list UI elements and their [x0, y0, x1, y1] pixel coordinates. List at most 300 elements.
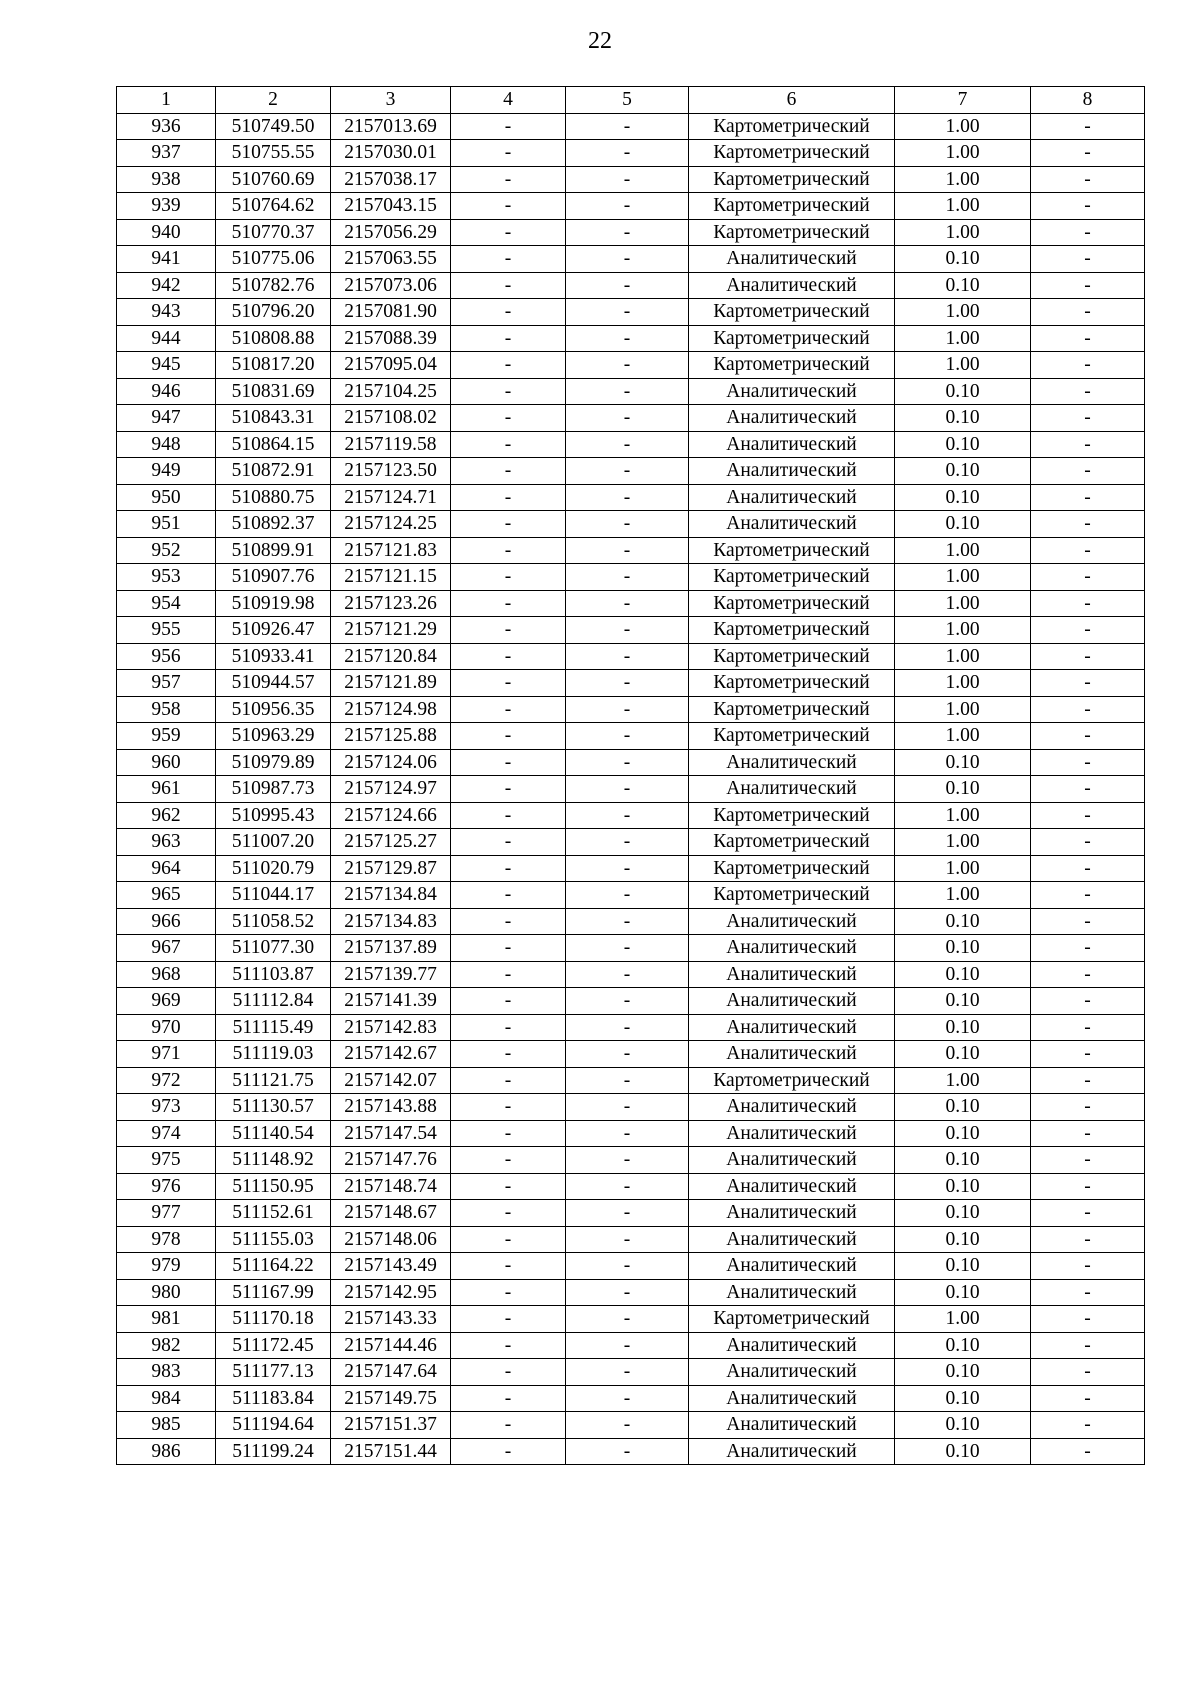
- point-number-cell: 938: [117, 166, 216, 193]
- accuracy-cell: 1.00: [895, 855, 1031, 882]
- x-coordinate-cell: 511130.57: [216, 1094, 331, 1121]
- col4-cell: -: [451, 166, 566, 193]
- y-coordinate-cell: 2157030.01: [331, 140, 451, 167]
- col8-cell: -: [1031, 458, 1145, 485]
- x-coordinate-cell: 511140.54: [216, 1120, 331, 1147]
- accuracy-cell: 1.00: [895, 617, 1031, 644]
- x-coordinate-cell: 511112.84: [216, 988, 331, 1015]
- method-cell: Картометрический: [689, 802, 895, 829]
- col5-cell: -: [566, 378, 689, 405]
- col5-cell: -: [566, 1438, 689, 1465]
- table-row: [117, 1041, 1145, 1068]
- point-number-cell: 973: [117, 1094, 216, 1121]
- col5-cell: -: [566, 431, 689, 458]
- page-number: 22: [588, 28, 612, 54]
- col5-cell: -: [566, 1120, 689, 1147]
- accuracy-cell: 0.10: [895, 484, 1031, 511]
- point-number-cell: 968: [117, 961, 216, 988]
- col8-cell: -: [1031, 723, 1145, 750]
- table-row: [117, 1120, 1145, 1147]
- col5-cell: -: [566, 193, 689, 220]
- table-row: [117, 696, 1145, 723]
- method-cell: Аналитический: [689, 1094, 895, 1121]
- point-number-cell: 975: [117, 1147, 216, 1174]
- method-cell: Аналитический: [689, 988, 895, 1015]
- column-header: 8: [1031, 87, 1145, 114]
- col5-cell: -: [566, 961, 689, 988]
- method-cell: Картометрический: [689, 590, 895, 617]
- x-coordinate-cell: 511119.03: [216, 1041, 331, 1068]
- point-number-cell: 986: [117, 1438, 216, 1465]
- point-number-cell: 978: [117, 1226, 216, 1253]
- table-row: [117, 431, 1145, 458]
- col4-cell: -: [451, 246, 566, 273]
- method-cell: Картометрический: [689, 219, 895, 246]
- y-coordinate-cell: 2157081.90: [331, 299, 451, 326]
- method-cell: Картометрический: [689, 855, 895, 882]
- method-cell: Картометрический: [689, 617, 895, 644]
- col8-cell: -: [1031, 1147, 1145, 1174]
- col5-cell: -: [566, 166, 689, 193]
- accuracy-cell: 0.10: [895, 1332, 1031, 1359]
- x-coordinate-cell: 510782.76: [216, 272, 331, 299]
- x-coordinate-cell: 511020.79: [216, 855, 331, 882]
- accuracy-cell: 0.10: [895, 405, 1031, 432]
- method-cell: Картометрический: [689, 723, 895, 750]
- col4-cell: -: [451, 1200, 566, 1227]
- point-number-cell: 982: [117, 1332, 216, 1359]
- col5-cell: -: [566, 696, 689, 723]
- table-row: [117, 882, 1145, 909]
- col4-cell: -: [451, 140, 566, 167]
- col8-cell: -: [1031, 908, 1145, 935]
- accuracy-cell: 0.10: [895, 1094, 1031, 1121]
- y-coordinate-cell: 2157147.54: [331, 1120, 451, 1147]
- col8-cell: -: [1031, 511, 1145, 538]
- point-number-cell: 964: [117, 855, 216, 882]
- method-cell: Картометрический: [689, 113, 895, 140]
- method-cell: Картометрический: [689, 140, 895, 167]
- point-number-cell: 959: [117, 723, 216, 750]
- x-coordinate-cell: 511044.17: [216, 882, 331, 909]
- col4-cell: -: [451, 643, 566, 670]
- method-cell: Аналитический: [689, 1014, 895, 1041]
- method-cell: Аналитический: [689, 1385, 895, 1412]
- col8-cell: -: [1031, 590, 1145, 617]
- y-coordinate-cell: 2157013.69: [331, 113, 451, 140]
- method-cell: Аналитический: [689, 1438, 895, 1465]
- point-number-cell: 949: [117, 458, 216, 485]
- col5-cell: -: [566, 882, 689, 909]
- col8-cell: -: [1031, 1279, 1145, 1306]
- table-row: [117, 908, 1145, 935]
- col5-cell: -: [566, 1067, 689, 1094]
- col4-cell: -: [451, 1412, 566, 1439]
- y-coordinate-cell: 2157123.26: [331, 590, 451, 617]
- table-row: [117, 1253, 1145, 1280]
- col5-cell: -: [566, 219, 689, 246]
- col5-cell: -: [566, 802, 689, 829]
- point-number-cell: 940: [117, 219, 216, 246]
- col8-cell: -: [1031, 1173, 1145, 1200]
- col4-cell: -: [451, 1147, 566, 1174]
- table-row: [117, 961, 1145, 988]
- col4-cell: -: [451, 405, 566, 432]
- table-row: [117, 1306, 1145, 1333]
- col4-cell: -: [451, 537, 566, 564]
- col4-cell: -: [451, 802, 566, 829]
- col5-cell: -: [566, 1412, 689, 1439]
- table-row: [117, 723, 1145, 750]
- col8-cell: -: [1031, 272, 1145, 299]
- col5-cell: -: [566, 1332, 689, 1359]
- col5-cell: -: [566, 1306, 689, 1333]
- table-row: [117, 1438, 1145, 1465]
- y-coordinate-cell: 2157121.83: [331, 537, 451, 564]
- accuracy-cell: 1.00: [895, 564, 1031, 591]
- col8-cell: -: [1031, 352, 1145, 379]
- col5-cell: -: [566, 1041, 689, 1068]
- col5-cell: -: [566, 1014, 689, 1041]
- col4-cell: -: [451, 1226, 566, 1253]
- col5-cell: -: [566, 855, 689, 882]
- col4-cell: -: [451, 1438, 566, 1465]
- col8-cell: -: [1031, 299, 1145, 326]
- col5-cell: -: [566, 113, 689, 140]
- col8-cell: -: [1031, 749, 1145, 776]
- col4-cell: -: [451, 590, 566, 617]
- col8-cell: -: [1031, 1385, 1145, 1412]
- point-number-cell: 953: [117, 564, 216, 591]
- method-cell: Аналитический: [689, 1200, 895, 1227]
- point-number-cell: 976: [117, 1173, 216, 1200]
- point-number-cell: 936: [117, 113, 216, 140]
- col8-cell: -: [1031, 643, 1145, 670]
- point-number-cell: 955: [117, 617, 216, 644]
- col5-cell: -: [566, 1226, 689, 1253]
- point-number-cell: 977: [117, 1200, 216, 1227]
- method-cell: Аналитический: [689, 1173, 895, 1200]
- coordinates-table: [116, 86, 1145, 1465]
- col4-cell: -: [451, 299, 566, 326]
- x-coordinate-cell: 510831.69: [216, 378, 331, 405]
- col4-cell: -: [451, 723, 566, 750]
- accuracy-cell: 1.00: [895, 882, 1031, 909]
- method-cell: Аналитический: [689, 246, 895, 273]
- col5-cell: -: [566, 1200, 689, 1227]
- y-coordinate-cell: 2157120.84: [331, 643, 451, 670]
- point-number-cell: 960: [117, 749, 216, 776]
- col5-cell: -: [566, 1147, 689, 1174]
- point-number-cell: 951: [117, 511, 216, 538]
- x-coordinate-cell: 510987.73: [216, 776, 331, 803]
- method-cell: Аналитический: [689, 776, 895, 803]
- column-header: 4: [451, 87, 566, 114]
- col4-cell: -: [451, 1306, 566, 1333]
- method-cell: Картометрический: [689, 882, 895, 909]
- method-cell: Аналитический: [689, 1412, 895, 1439]
- table-row: [117, 802, 1145, 829]
- accuracy-cell: 0.10: [895, 1438, 1031, 1465]
- table-row: [117, 749, 1145, 776]
- method-cell: Аналитический: [689, 1147, 895, 1174]
- y-coordinate-cell: 2157142.83: [331, 1014, 451, 1041]
- col5-cell: -: [566, 1173, 689, 1200]
- y-coordinate-cell: 2157108.02: [331, 405, 451, 432]
- x-coordinate-cell: 511177.13: [216, 1359, 331, 1386]
- table-row: [117, 1279, 1145, 1306]
- x-coordinate-cell: 510760.69: [216, 166, 331, 193]
- col5-cell: -: [566, 908, 689, 935]
- accuracy-cell: 1.00: [895, 325, 1031, 352]
- point-number-cell: 981: [117, 1306, 216, 1333]
- col8-cell: -: [1031, 882, 1145, 909]
- point-number-cell: 944: [117, 325, 216, 352]
- method-cell: Картометрический: [689, 670, 895, 697]
- x-coordinate-cell: 510979.89: [216, 749, 331, 776]
- table-row: [117, 458, 1145, 485]
- col5-cell: -: [566, 1279, 689, 1306]
- accuracy-cell: 0.10: [895, 749, 1031, 776]
- table-row: [117, 776, 1145, 803]
- y-coordinate-cell: 2157124.25: [331, 511, 451, 538]
- accuracy-cell: 1.00: [895, 723, 1031, 750]
- x-coordinate-cell: 511115.49: [216, 1014, 331, 1041]
- table-row: [117, 378, 1145, 405]
- col4-cell: -: [451, 749, 566, 776]
- accuracy-cell: 0.10: [895, 1041, 1031, 1068]
- table-row: [117, 1332, 1145, 1359]
- col8-cell: -: [1031, 988, 1145, 1015]
- method-cell: Картометрический: [689, 299, 895, 326]
- col5-cell: -: [566, 1385, 689, 1412]
- point-number-cell: 950: [117, 484, 216, 511]
- point-number-cell: 956: [117, 643, 216, 670]
- col8-cell: -: [1031, 378, 1145, 405]
- point-number-cell: 984: [117, 1385, 216, 1412]
- col4-cell: -: [451, 1120, 566, 1147]
- y-coordinate-cell: 2157142.67: [331, 1041, 451, 1068]
- point-number-cell: 954: [117, 590, 216, 617]
- point-number-cell: 963: [117, 829, 216, 856]
- x-coordinate-cell: 510755.55: [216, 140, 331, 167]
- table-row: [117, 617, 1145, 644]
- table-row: [117, 352, 1145, 379]
- accuracy-cell: 1.00: [895, 193, 1031, 220]
- point-number-cell: 979: [117, 1253, 216, 1280]
- col8-cell: -: [1031, 617, 1145, 644]
- point-number-cell: 941: [117, 246, 216, 273]
- x-coordinate-cell: 510926.47: [216, 617, 331, 644]
- col5-cell: -: [566, 935, 689, 962]
- col4-cell: -: [451, 511, 566, 538]
- accuracy-cell: 0.10: [895, 378, 1031, 405]
- col4-cell: -: [451, 1014, 566, 1041]
- accuracy-cell: 0.10: [895, 431, 1031, 458]
- col5-cell: -: [566, 325, 689, 352]
- col8-cell: -: [1031, 1306, 1145, 1333]
- table-row: [117, 1014, 1145, 1041]
- accuracy-cell: 1.00: [895, 1306, 1031, 1333]
- accuracy-cell: 0.10: [895, 246, 1031, 273]
- col4-cell: -: [451, 1359, 566, 1386]
- point-number-cell: 967: [117, 935, 216, 962]
- method-cell: Картометрический: [689, 325, 895, 352]
- col4-cell: -: [451, 908, 566, 935]
- col5-cell: -: [566, 988, 689, 1015]
- col8-cell: -: [1031, 670, 1145, 697]
- accuracy-cell: 0.10: [895, 1200, 1031, 1227]
- x-coordinate-cell: 510880.75: [216, 484, 331, 511]
- accuracy-cell: 1.00: [895, 829, 1031, 856]
- accuracy-cell: 0.10: [895, 1120, 1031, 1147]
- table-row: [117, 1094, 1145, 1121]
- col5-cell: -: [566, 246, 689, 273]
- table-body: [117, 113, 1145, 1465]
- table-row: [117, 855, 1145, 882]
- x-coordinate-cell: 510817.20: [216, 352, 331, 379]
- y-coordinate-cell: 2157151.44: [331, 1438, 451, 1465]
- col5-cell: -: [566, 1359, 689, 1386]
- x-coordinate-cell: 510864.15: [216, 431, 331, 458]
- table-row: [117, 537, 1145, 564]
- x-coordinate-cell: 511194.64: [216, 1412, 331, 1439]
- y-coordinate-cell: 2157123.50: [331, 458, 451, 485]
- x-coordinate-cell: 510843.31: [216, 405, 331, 432]
- y-coordinate-cell: 2157137.89: [331, 935, 451, 962]
- method-cell: Аналитический: [689, 1359, 895, 1386]
- method-cell: Аналитический: [689, 484, 895, 511]
- accuracy-cell: 1.00: [895, 113, 1031, 140]
- accuracy-cell: 0.10: [895, 1279, 1031, 1306]
- accuracy-cell: 0.10: [895, 1412, 1031, 1439]
- col8-cell: -: [1031, 802, 1145, 829]
- y-coordinate-cell: 2157143.49: [331, 1253, 451, 1280]
- table-row: [117, 219, 1145, 246]
- point-number-cell: 971: [117, 1041, 216, 1068]
- accuracy-cell: 1.00: [895, 590, 1031, 617]
- method-cell: Картометрический: [689, 1067, 895, 1094]
- table-row: [117, 1385, 1145, 1412]
- y-coordinate-cell: 2157142.07: [331, 1067, 451, 1094]
- point-number-cell: 962: [117, 802, 216, 829]
- accuracy-cell: 0.10: [895, 1147, 1031, 1174]
- accuracy-cell: 0.10: [895, 1359, 1031, 1386]
- y-coordinate-cell: 2157134.83: [331, 908, 451, 935]
- col8-cell: -: [1031, 1412, 1145, 1439]
- col4-cell: -: [451, 193, 566, 220]
- col8-cell: -: [1031, 325, 1145, 352]
- col5-cell: -: [566, 776, 689, 803]
- method-cell: Картометрический: [689, 537, 895, 564]
- method-cell: Картометрический: [689, 696, 895, 723]
- col4-cell: -: [451, 458, 566, 485]
- method-cell: Аналитический: [689, 1332, 895, 1359]
- col8-cell: -: [1031, 219, 1145, 246]
- col5-cell: -: [566, 272, 689, 299]
- x-coordinate-cell: 510956.35: [216, 696, 331, 723]
- point-number-cell: 974: [117, 1120, 216, 1147]
- accuracy-cell: 1.00: [895, 352, 1031, 379]
- accuracy-cell: 1.00: [895, 219, 1031, 246]
- point-number-cell: 942: [117, 272, 216, 299]
- table-row: [117, 140, 1145, 167]
- col4-cell: -: [451, 1173, 566, 1200]
- y-coordinate-cell: 2157125.27: [331, 829, 451, 856]
- y-coordinate-cell: 2157134.84: [331, 882, 451, 909]
- col4-cell: -: [451, 113, 566, 140]
- col4-cell: -: [451, 670, 566, 697]
- col8-cell: -: [1031, 1359, 1145, 1386]
- y-coordinate-cell: 2157104.25: [331, 378, 451, 405]
- method-cell: Аналитический: [689, 1041, 895, 1068]
- x-coordinate-cell: 511170.18: [216, 1306, 331, 1333]
- y-coordinate-cell: 2157043.15: [331, 193, 451, 220]
- y-coordinate-cell: 2157121.15: [331, 564, 451, 591]
- y-coordinate-cell: 2157151.37: [331, 1412, 451, 1439]
- x-coordinate-cell: 511103.87: [216, 961, 331, 988]
- table-row: [117, 564, 1145, 591]
- point-number-cell: 980: [117, 1279, 216, 1306]
- accuracy-cell: 0.10: [895, 511, 1031, 538]
- col8-cell: -: [1031, 776, 1145, 803]
- col4-cell: -: [451, 564, 566, 591]
- table-row: [117, 935, 1145, 962]
- x-coordinate-cell: 510899.91: [216, 537, 331, 564]
- col8-cell: -: [1031, 1200, 1145, 1227]
- x-coordinate-cell: 510892.37: [216, 511, 331, 538]
- table-row: [117, 113, 1145, 140]
- x-coordinate-cell: 510749.50: [216, 113, 331, 140]
- col4-cell: -: [451, 935, 566, 962]
- point-number-cell: 946: [117, 378, 216, 405]
- col4-cell: -: [451, 272, 566, 299]
- y-coordinate-cell: 2157095.04: [331, 352, 451, 379]
- table-row: [117, 272, 1145, 299]
- method-cell: Аналитический: [689, 908, 895, 935]
- x-coordinate-cell: 511007.20: [216, 829, 331, 856]
- col4-cell: -: [451, 617, 566, 644]
- y-coordinate-cell: 2157143.88: [331, 1094, 451, 1121]
- x-coordinate-cell: 511172.45: [216, 1332, 331, 1359]
- method-cell: Аналитический: [689, 1226, 895, 1253]
- col5-cell: -: [566, 829, 689, 856]
- accuracy-cell: 0.10: [895, 935, 1031, 962]
- x-coordinate-cell: 510796.20: [216, 299, 331, 326]
- x-coordinate-cell: 510808.88: [216, 325, 331, 352]
- accuracy-cell: 0.10: [895, 1226, 1031, 1253]
- x-coordinate-cell: 510764.62: [216, 193, 331, 220]
- col8-cell: -: [1031, 935, 1145, 962]
- x-coordinate-cell: 510872.91: [216, 458, 331, 485]
- method-cell: Картометрический: [689, 829, 895, 856]
- col5-cell: -: [566, 405, 689, 432]
- point-number-cell: 965: [117, 882, 216, 909]
- column-header: 6: [689, 87, 895, 114]
- method-cell: Аналитический: [689, 511, 895, 538]
- col5-cell: -: [566, 723, 689, 750]
- x-coordinate-cell: 511121.75: [216, 1067, 331, 1094]
- table-row: [117, 246, 1145, 273]
- accuracy-cell: 1.00: [895, 1067, 1031, 1094]
- point-number-cell: 966: [117, 908, 216, 935]
- y-coordinate-cell: 2157121.29: [331, 617, 451, 644]
- accuracy-cell: 0.10: [895, 988, 1031, 1015]
- col4-cell: -: [451, 1279, 566, 1306]
- x-coordinate-cell: 510919.98: [216, 590, 331, 617]
- table-row: [117, 1226, 1145, 1253]
- accuracy-cell: 0.10: [895, 1173, 1031, 1200]
